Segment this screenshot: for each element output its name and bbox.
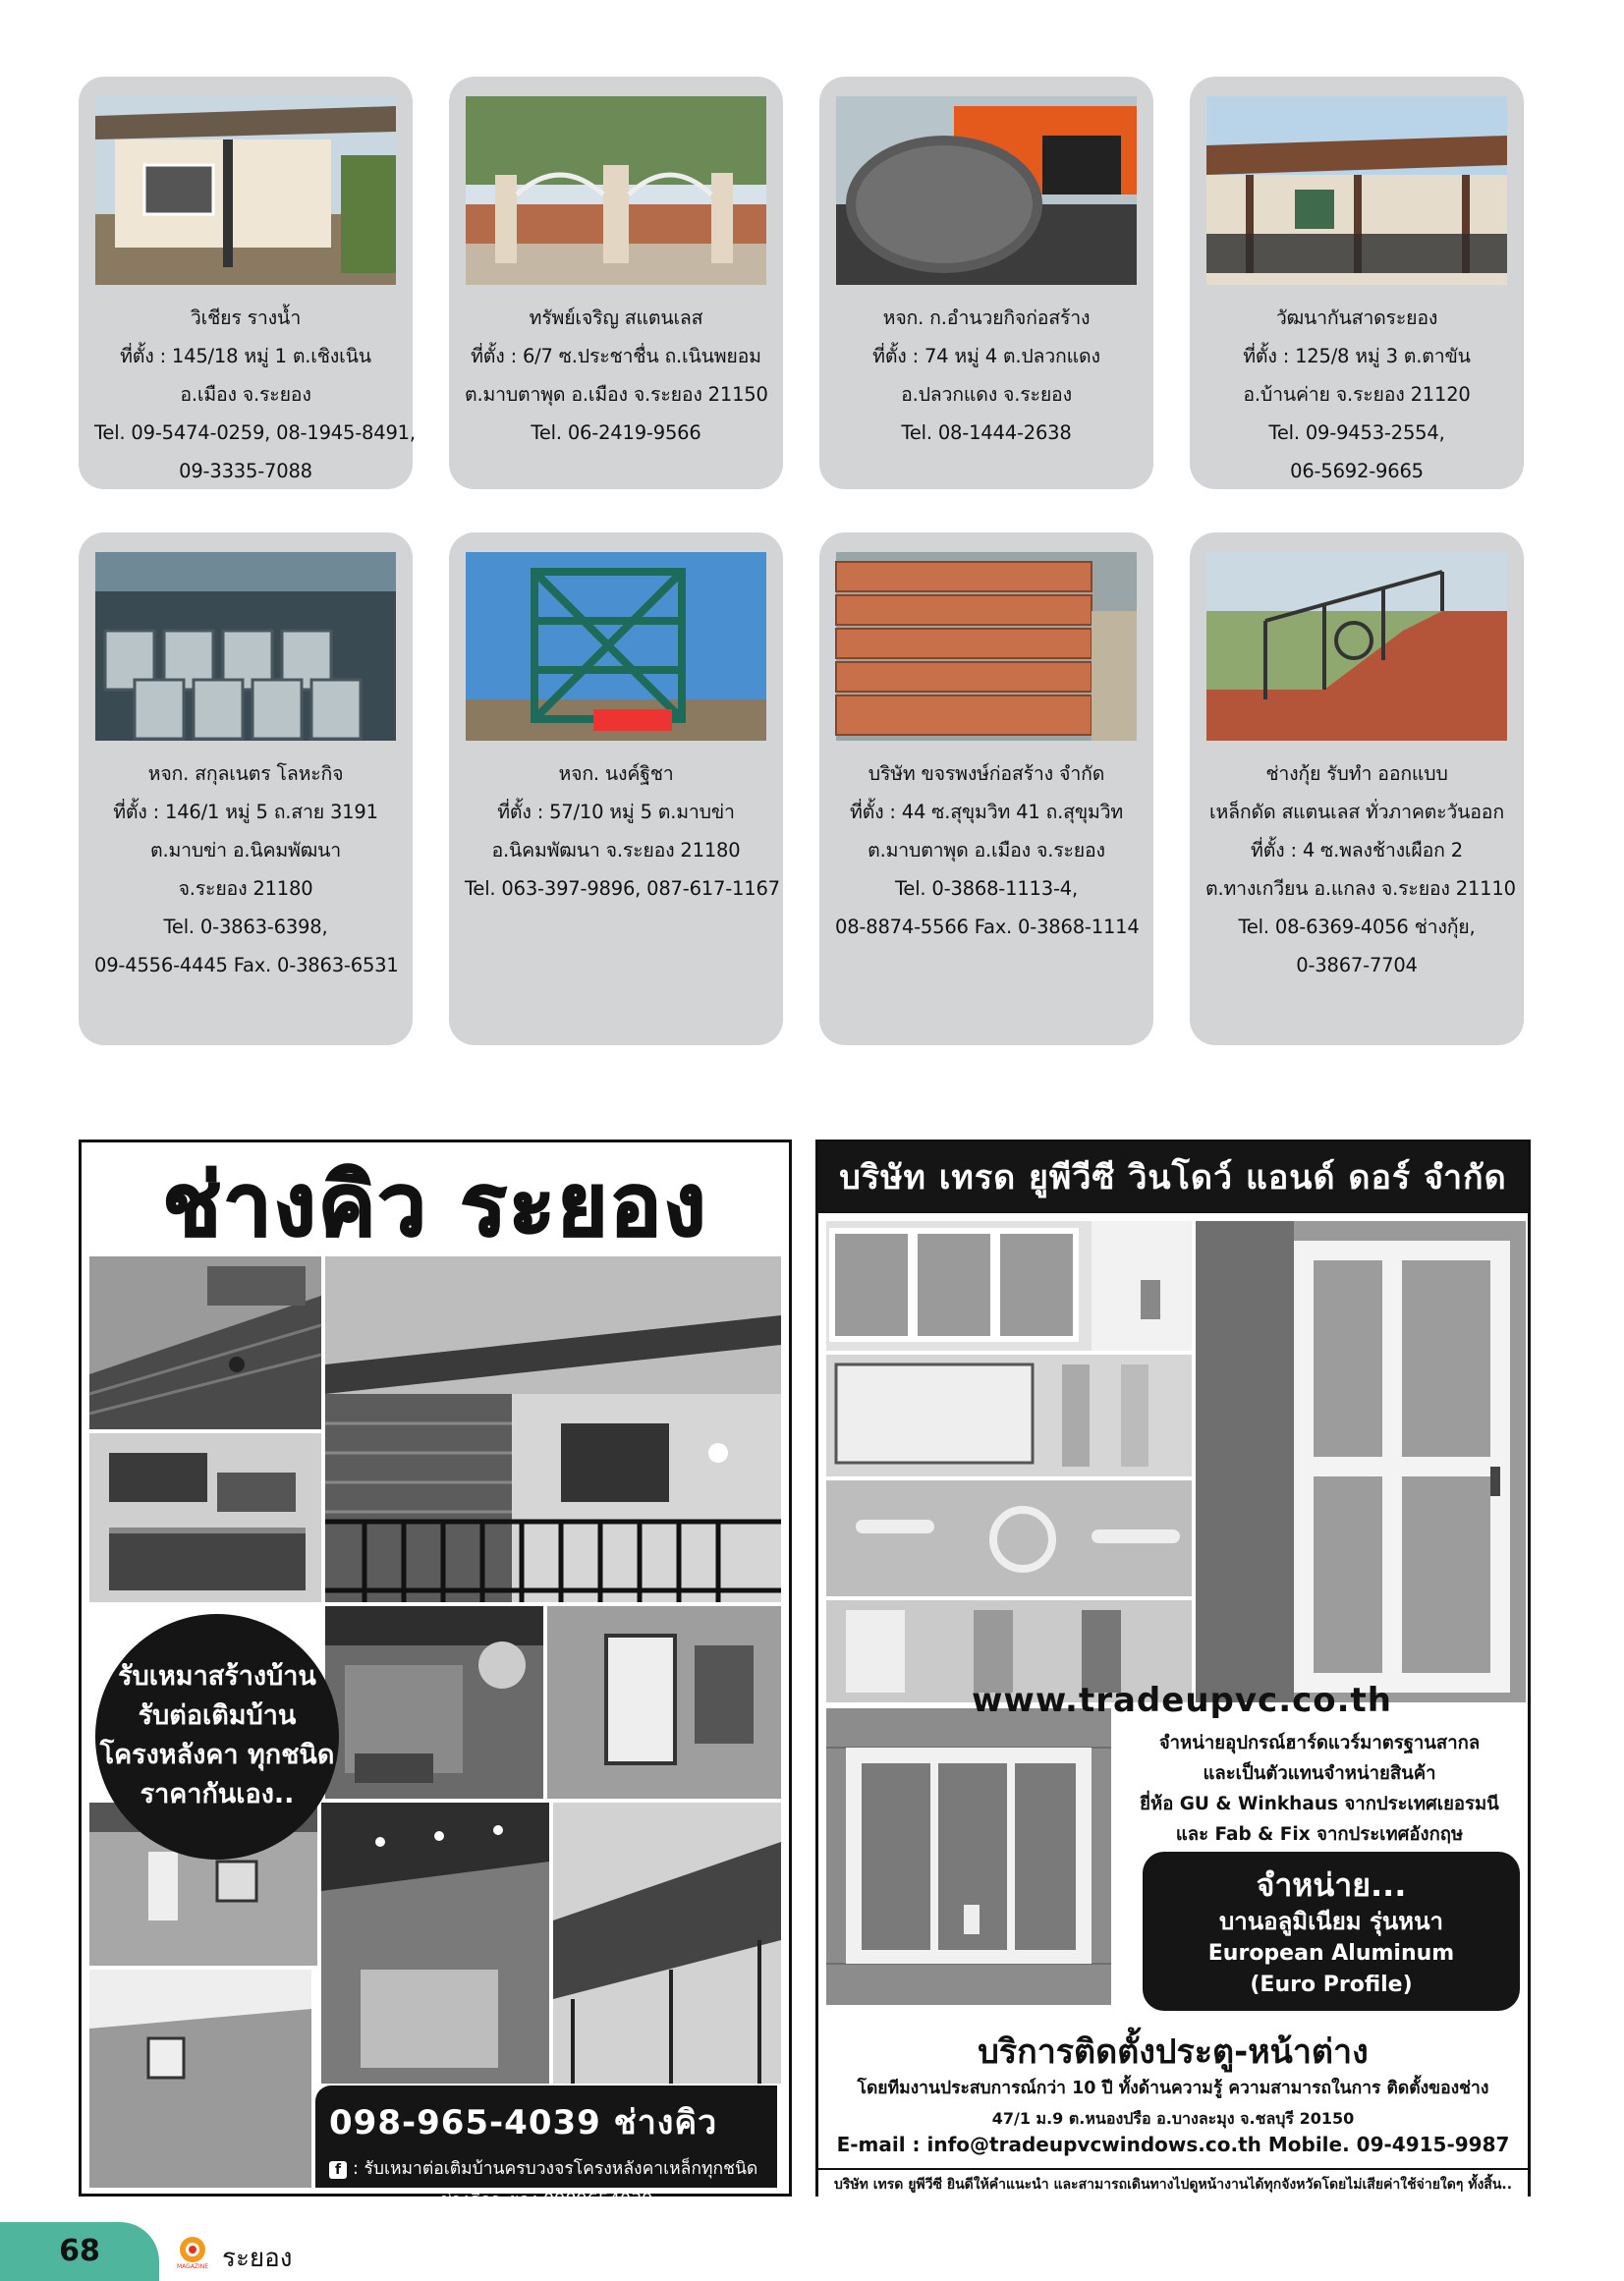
listing-photo-steel-tubes: [95, 552, 396, 741]
bubble-line: ราคากันเอง..: [140, 1779, 295, 1809]
listing-detail: Tel. 063-397-9896, 087-617-1167: [465, 877, 780, 900]
ad-photo-brick-window: [826, 1708, 1111, 2005]
listing-detail: อ.บ้านค่าย จ.ระยอง 21120: [1243, 383, 1471, 406]
listing-detail: Tel. 09-5474-0259, 08-1945-8491,: [94, 421, 416, 444]
ad-photo-interior-fan: [325, 1606, 543, 1799]
advertisement-tradeupvc: [815, 1140, 1531, 2197]
offer-line: บานอลูมิเนียม รุ่นหนา: [1219, 1908, 1443, 1935]
offer-heading: จำหน่าย...: [1256, 1866, 1407, 1904]
listing-photo-stair-railing: [1206, 552, 1507, 741]
listing-card: [1190, 532, 1524, 1045]
listing-detail: ที่ตั้ง : 125/8 หมู่ 3 ต.ตาขัน: [1243, 345, 1471, 367]
listing-detail: เหล็กดัด สแตนเลส ทั่วภาคตะวันออก: [1209, 801, 1504, 823]
listing-detail: Tel. 08-1444-2638: [901, 421, 1072, 444]
listing-photo-stainless-fence: [466, 96, 766, 285]
listing-detail: 0-3867-7704: [1296, 954, 1418, 976]
listing-detail: ต.มาบตาพุด อ.เมือง จ.ระยอง: [868, 839, 1105, 862]
listing-card: [79, 77, 416, 489]
services-bubble: [95, 1614, 339, 1860]
company-address: 47/1 ม.9 ต.หนองปรือ อ.บางละมุง จ.ชลบุรี 20150: [991, 2109, 1355, 2128]
listing-card: [819, 77, 1153, 489]
description-line: ยี่ห้อ GU & Winkhaus จากประเทศเยอรมนี: [1140, 1794, 1499, 1814]
magazine-logo-icon: [175, 2234, 210, 2269]
listing-detail: Tel. 0-3868-1113-4,: [895, 877, 1078, 900]
listing-name: วัฒนากันสาดระยอง: [1275, 306, 1438, 329]
bubble-line: รับเหมาสร้างบ้าน: [118, 1661, 316, 1692]
logo-text: MAGAZINE: [176, 2263, 209, 2270]
bubble-line: โครงหลังคา ทุกชนิด: [99, 1740, 335, 1770]
listing-detail: 06-5692-9665: [1290, 460, 1424, 482]
ad-footer-note: บริษัท เทรด ยูพีวีซี ยินดีให้คำแนะนำ และสามารถเดินทางไปดูหน้างานได้ทุกจังหวัดโดยไม่เสียค่าใช้จ่ายใดๆ ทั้งสิ้น..: [818, 2168, 1528, 2199]
ad-title: ช่างคิว ระยอง: [162, 1154, 708, 1255]
ad-photo-kitchen: [89, 1433, 321, 1602]
installation-service-heading: บริการติดตั้งประตู-หน้าต่าง: [978, 2032, 1369, 2072]
offer-line: European Aluminum: [1207, 1941, 1455, 1966]
listing-name: บริษัท ขจรพงษ์ก่อสร้าง จำกัด: [868, 762, 1105, 785]
listing-detail: ที่ตั้ง : 145/18 หมู่ 1 ต.เชิงเนิน: [120, 345, 371, 367]
listing-detail: ที่ตั้ง : 6/7 ซ.ประชาชื่น ถ.เนินพยอม: [471, 345, 761, 367]
listing-detail: จ.ระยอง 21180: [178, 877, 313, 900]
listing-name: ทรัพย์เจริญ สแตนเลส: [529, 306, 703, 329]
bubble-line: รับต่อเติมบ้าน: [138, 1700, 297, 1731]
listing-detail: ที่ตั้ง : 44 ซ.สุขุมวิท 41 ถ.สุขุมวิท: [849, 801, 1124, 823]
description-line: และ Fab & Fix จากประเทศอังกฤษ: [1175, 1824, 1464, 1845]
description-line: และเป็นตัวแทนจำหน่ายสินค้า: [1203, 1763, 1436, 1784]
listing-detail: ที่ตั้ง : 146/1 หมู่ 5 ถ.สาย 3191: [113, 801, 378, 823]
listing-card: [449, 532, 783, 1045]
ad-photo-metal-roof: [553, 1803, 781, 2084]
aluminum-offer-box: [1143, 1852, 1520, 2011]
listing-card: [1190, 77, 1524, 489]
listing-detail: ต.ทางเกวียน อ.แกลง จ.ระยอง 21110: [1205, 877, 1516, 900]
description-line: จำหน่ายอุปกรณ์ฮาร์ดแวร์มาตรฐานสากล: [1158, 1733, 1481, 1753]
ad-photo-roof: [89, 1256, 321, 1429]
ad-photo-ceiling-lights: [321, 1803, 549, 2084]
facebook-icon: f: [329, 2161, 347, 2179]
team-experience: โดยทีมงานประสบการณ์กว่า 10 ปี ทั้งด้านความรู้ ความสามารถในการ ติดตั้งของช่าง: [857, 2079, 1489, 2098]
facebook-page-name: ช่างคิวระยอง 0989654039: [439, 2191, 653, 2210]
website-url: www.tradeupvc.co.th: [972, 1681, 1392, 1720]
listing-detail: 09-4556-4445 Fax. 0-3863-6531: [94, 954, 399, 976]
listing-detail: ต.มาบข่า อ.นิคมพัฒนา: [149, 839, 341, 862]
phone-number: 098-965-4039 ช่างคิว: [329, 2103, 718, 2142]
listing-detail: ต.มาบตาพุด อ.เมือง จ.ระยอง 21150: [465, 383, 768, 406]
listing-photo-construction-frame: [466, 552, 766, 741]
ad-photo-upvc-door: [1196, 1221, 1526, 1702]
listing-card: [79, 532, 413, 1045]
email-mobile-line: E-mail : info@tradeupvcwindows.co.th Mobile. 09-4915-9987: [836, 2133, 1510, 2156]
listing-detail: Tel. 09-9453-2554,: [1268, 421, 1445, 444]
listing-photo-road-roller: [836, 96, 1137, 285]
listing-card: [819, 532, 1153, 1045]
ad-photo-bare-room: [89, 1970, 311, 2188]
listing-detail: อ.เมือง จ.ระยอง: [180, 383, 311, 406]
listing-name: หจก. สกุลเนตร โลหะกิจ: [147, 762, 344, 785]
listing-detail: ที่ตั้ง : 57/10 หมู่ 5 ต.มาบข่า: [497, 801, 735, 823]
listing-photo-gutter-house: [95, 96, 396, 285]
offer-line: (Euro Profile): [1250, 1973, 1413, 1997]
ad-photo-windows: [826, 1221, 1192, 1351]
listing-name: วิเชียร รางน้ำ: [190, 306, 302, 329]
listing-detail: ที่ตั้ง : 4 ซ.พลงช้างเผือก 2: [1251, 839, 1463, 862]
listing-photo-lumber-stack: [836, 552, 1137, 741]
listing-detail: อ.นิคมพัฒนา จ.ระยอง 21180: [491, 839, 741, 862]
listing-name: ช่างกุ้ย รับทำ ออกแบบ: [1265, 762, 1448, 785]
facebook-description: : รับเหมาต่อเติมบ้านครบวงจรโครงหลังคาเหล็กทุกชนิด: [353, 2159, 758, 2179]
listing-name: หจก. ก.อำนวยกิจก่อสร้าง: [882, 306, 1091, 329]
ad-photo-room-window: [547, 1606, 781, 1799]
product-description: [1103, 1728, 1536, 1850]
ad-photo-hardware-locks: [826, 1355, 1192, 1476]
listing-detail: 08-8874-5566 Fax. 0-3868-1114: [835, 916, 1140, 938]
listing-detail: Tel. 0-3863-6398,: [163, 916, 328, 938]
listing-detail: Tel. 06-2419-9566: [531, 421, 701, 444]
listing-detail: Tel. 08-6369-4056 ช่างกุ้ย,: [1238, 916, 1476, 938]
listing-name: หจก. นงค์ฐิชา: [558, 762, 674, 785]
listing-photo-awning-house: [1206, 96, 1507, 285]
ad-photo-handles: [826, 1480, 1192, 1596]
listing-detail: 09-3335-7088: [179, 460, 312, 482]
contact-bar: [315, 2086, 777, 2210]
listing-detail: ที่ตั้ง : 74 หมู่ 4 ต.ปลวกแดง: [872, 345, 1100, 367]
page-number: 68: [59, 2234, 100, 2268]
ad-photo-house-balcony: [325, 1256, 781, 1602]
company-header: บริษัท เทรด ยูพีวีซี วินโดว์ แอนด์ ดอร์ จำกัด: [818, 1142, 1528, 1213]
listing-detail: อ.ปลวกแดง จ.ระยอง: [901, 383, 1072, 406]
advertisement-chang-q: [79, 1140, 792, 2210]
listing-card: [449, 77, 783, 489]
section-name: ระยอง: [222, 2244, 293, 2273]
